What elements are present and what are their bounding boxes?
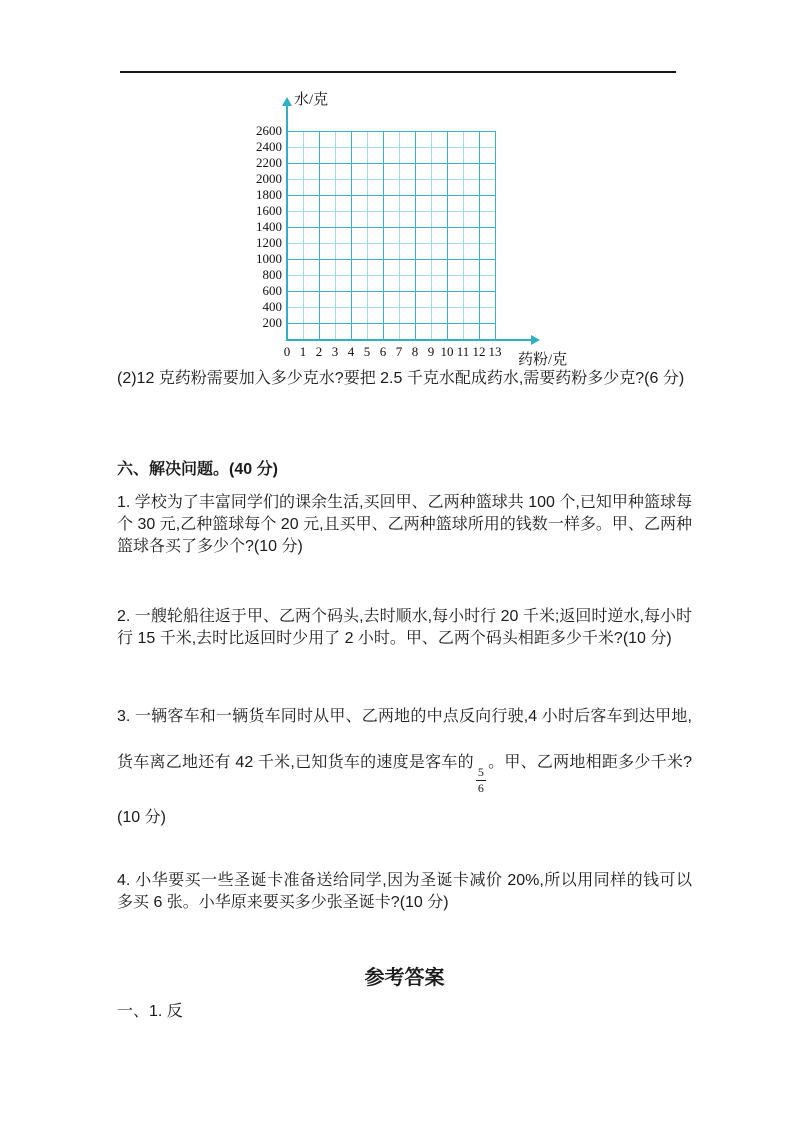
y-tick-label: 2200 [256,155,282,170]
section-6-heading: 六、解决问题。(40 分) [117,461,278,478]
x-tick-label: 8 [411,344,419,359]
water-vs-powder-grid-chart [230,92,575,382]
fraction-numerator: 5 [476,766,486,781]
y-tick-label: 1200 [256,235,282,250]
question-6-2: 2. 一艘轮船往返于甲、乙两个码头,去时顺水,每小时行 20 千米;返回时逆水,每小时行 15 千米,去时比返回时少用了 2 小时。甲、乙两个码头相距多少千米?(10 分) [117,608,692,647]
x-axis-line [286,339,532,341]
y-tick-label: 1600 [256,203,282,218]
y-axis-line [286,105,288,341]
x-tick-label: 4 [347,344,355,359]
y-tick-label: 2400 [256,139,282,154]
x-tick-label: 6 [379,344,387,359]
y-tick-label: 1000 [256,251,282,266]
x-tick-label: 11 [456,344,470,359]
y-tick-label: 2600 [256,123,282,138]
x-tick-label: 9 [427,344,435,359]
top-divider-line [120,71,676,73]
y-tick-label: 800 [262,267,282,282]
x-tick-label: 2 [315,344,323,359]
question-5-2: (2)12 克药粉需要加入多少克水?要把 2.5 千克水配成药水,需要药粉多少克?(6 分) [117,370,685,387]
question-6-4: 4. 小华要买一些圣诞卡准备送给同学,因为圣诞卡减价 20%,所以用同样的钱可以多买 6 张。小华原来要买多少张圣诞卡?(10 分) [117,872,692,911]
x-tick-label: 12 [472,344,486,359]
x-tick-label: 10 [440,344,454,359]
answer-key-line-1: 一、1. 反 [117,1003,183,1020]
answer-key-heading: 参考答案 [364,967,445,989]
x-tick-label: 0 [283,344,291,359]
y-tick-label: 600 [262,283,282,298]
y-tick-label: 1800 [256,187,282,202]
question-6-3-text-before-fraction: 3. 一辆客车和一辆货车同时从甲、乙两地的中点反向行驶,4 小时后客车到达甲地,货车离乙地还有 42 千米,已知货车的速度是客车的 [117,708,692,771]
y-tick-label: 1400 [256,219,282,234]
x-tick-label: 1 [299,344,307,359]
question-6-1: 1. 学校为了丰富同学们的课余生活,买回甲、乙两种篮球共 100 个,已知甲种篮球每个 30 元,乙种篮球每个 20 元,且买甲、乙两种篮球所用的钱数一样多。甲、乙两种篮球各买了多少个?(10 分) [117,494,692,555]
plot-grid [287,131,496,339]
question-6-3 [117,694,692,841]
y-tick-label: 200 [262,315,282,330]
y-tick-label: 400 [262,299,282,314]
question-6-3-text-after-fraction: 。甲、乙两地相距多少千米?(10 分) [117,754,692,827]
y-axis-label: 水/克 [294,92,329,108]
x-tick-label: 7 [395,344,403,359]
x-tick-label: 5 [363,344,371,359]
x-tick-label: 3 [331,344,339,359]
x-axis-arrow-icon [531,335,540,345]
y-tick-label: 2000 [256,171,282,186]
x-axis-label: 药粉/克 [518,352,568,368]
fraction-denominator: 6 [477,781,484,796]
fraction-five-sixths [476,766,486,795]
y-axis-arrow-icon [282,97,292,106]
x-tick-label: 13 [488,344,502,359]
